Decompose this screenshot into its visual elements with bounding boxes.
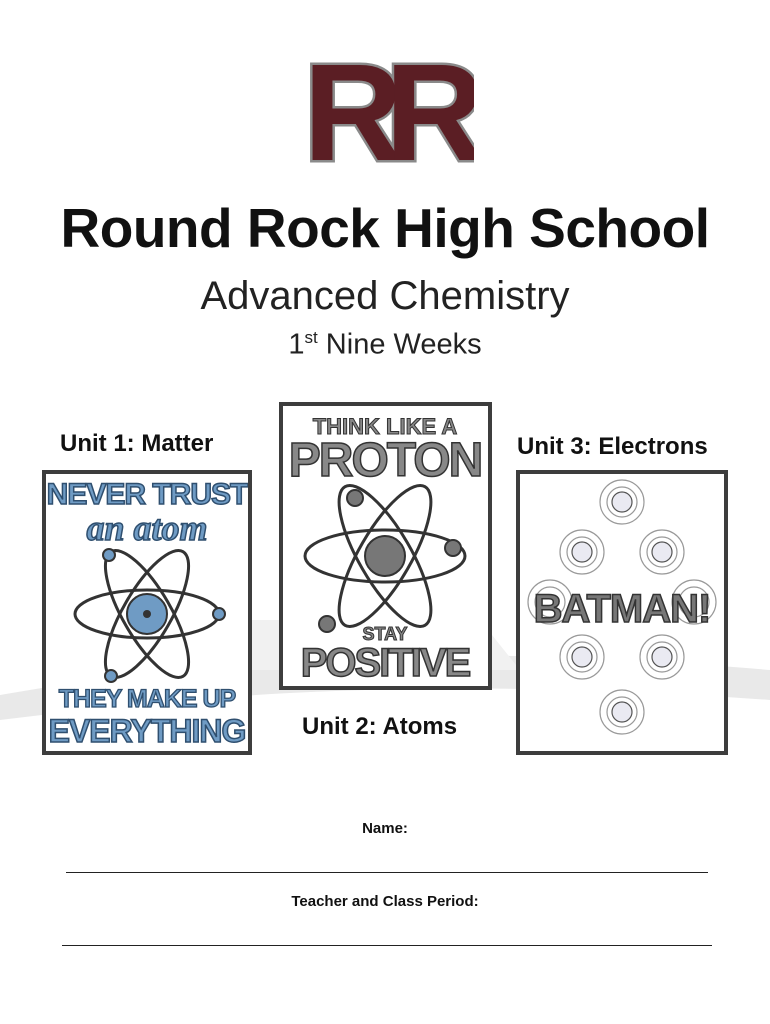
- school-logo: [296, 48, 474, 176]
- term-rest: Nine Weeks: [317, 328, 482, 361]
- unit-1-label: Unit 1: Matter: [60, 430, 214, 457]
- logo-rr-mark: [303, 48, 474, 176]
- poster-never-trust-an-atom: [42, 470, 252, 755]
- term-number: 1: [288, 328, 305, 361]
- poster-batman-electrons: [516, 470, 728, 755]
- teacher-blank-line[interactable]: [62, 945, 712, 946]
- teacher-class-period-label: Teacher and Class Period:: [291, 893, 479, 910]
- poster-1-art: [46, 474, 248, 751]
- school-title: Round Rock High School: [60, 197, 710, 259]
- poster-2-art: [283, 406, 488, 686]
- unit-2-label: Unit 2: Atoms: [302, 713, 458, 740]
- atom-icon: [305, 474, 465, 639]
- poster-think-like-a-proton: [279, 402, 492, 690]
- poster-2-line-1: THINK LIKE A: [312, 414, 458, 439]
- poster-1-line-3: THEY MAKE UP: [58, 685, 236, 713]
- unit-3-label: Unit 3: Electrons: [517, 433, 708, 460]
- poster-3-art: [520, 474, 724, 751]
- term-title: [0, 328, 770, 362]
- name-blank-line[interactable]: [66, 872, 708, 873]
- poster-2-line-4: POSITIVE: [300, 641, 470, 685]
- course-title: Advanced Chemistry: [200, 274, 570, 318]
- poster-1-line-2: an atom: [86, 508, 208, 548]
- logo-text: RR: [303, 48, 467, 176]
- name-label: Name:: [362, 820, 408, 837]
- term-suffix: st: [304, 328, 318, 347]
- atom-icon: [75, 540, 225, 689]
- poster-1-line-1: NEVER TRUST: [46, 478, 248, 511]
- poster-3-line-1: BATMAN!: [533, 587, 711, 631]
- poster-2-line-2: PROTON: [288, 434, 482, 487]
- poster-2-line-3: STAY: [362, 624, 408, 644]
- poster-1-line-4: EVERYTHING: [48, 713, 246, 749]
